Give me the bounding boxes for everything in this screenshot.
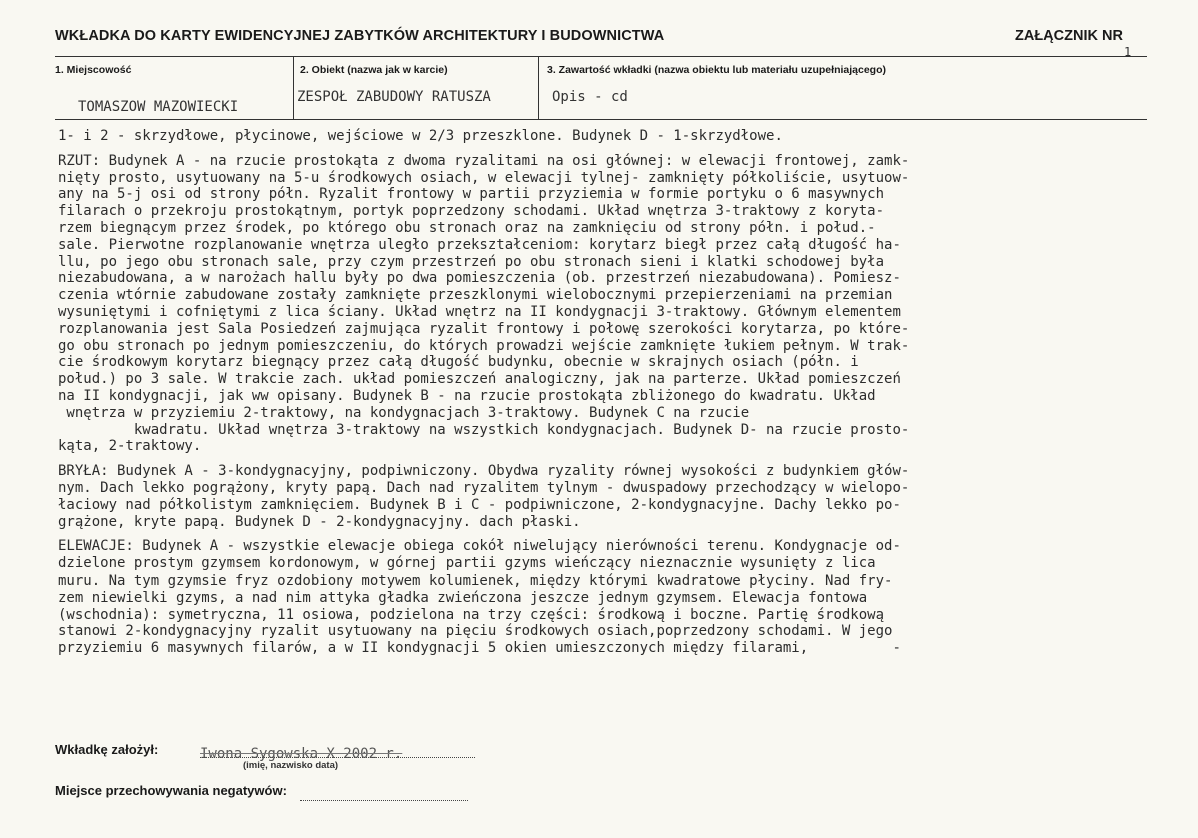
text-line: (wschodnia): symetryczna, 11 osiowa, podzielona na trzy części: środkową i boczne. Partię środkową (58, 606, 885, 623)
author-label: Wkładkę założył: (55, 742, 159, 757)
text-line: sale. Pierwotne rozplanowanie wnętrza uległo przekształceniom: korytarz biegł przez całą długość ha- (58, 236, 901, 253)
intro-paragraph (58, 128, 1148, 145)
text-line: grążone, kryte papą. Budynek D - 2-kondygnacyjny. dach płaski. (58, 513, 581, 530)
locality-value: TOMASZOW MAZOWIECKI (78, 99, 239, 115)
locality-label: 1. Miejscowość (55, 64, 132, 76)
text-line: 1- i 2 - skrzydłowe, płycinowe, wejściowe w 2/3 przeszklone. Budynek D - 1-skrzydłowe. (58, 128, 783, 144)
header-bottom-rule (55, 119, 1147, 120)
floor-plan-paragraph (58, 153, 1148, 455)
text-line: wnętrza w przyziemiu 2-traktowy, na kondygnacjach 3-traktowy. Budynek C na rzucie (58, 404, 750, 421)
negatives-storage-dotted-line (300, 800, 468, 801)
text-line: nięty prosto, usytuowany na 5-u środkowych osiach, w elewacji tylnej- zamknięty półkoliście, usytuow- (58, 169, 910, 186)
text-line: cie środkowym korytarz biegnący przez całą długość budynku, obecnie w skrajnych osiach (półn. i (58, 354, 859, 371)
text-line: na II kondygnacji, jak ww opisany. Budynek B - na rzucie prostokąta zbliżonego do kwadratu. Układ (58, 387, 876, 404)
text-line: kwadratu. Układ wnętrza 3-traktowy na wszystkich kondygnacjach. Budynek D- na rzucie prosto- (58, 421, 910, 438)
text-line: nym. Dach lekko pogrążony, kryty papą. Dach nad ryzalitem tylnym - dwuspadowy przechodzący w wielopo- (58, 479, 910, 496)
text-line: połud.) po 3 sale. W trakcie zach. układ pomieszczeń analogiczny, jak na parterze. Układ pomieszczeń (58, 371, 901, 388)
elevations-paragraph-continued (58, 572, 1148, 656)
header-divider-1 (293, 56, 294, 119)
text-line: ELEWACJE: Budynek A - wszystkie elewacje obiega cokół niwelujący nierówności terenu. Kondygnacje od- (58, 538, 901, 555)
description-text (58, 128, 1148, 656)
text-line: łaciowy nad półkolistym zamknięciem. Budynek B i C - podpiwniczone, 2-kondygnacyjne. Dachy lekko po- (58, 496, 901, 513)
content-label: 3. Zawartość wkładki (nazwa obiektu lub materiału uzupełniającego) (547, 64, 886, 76)
header-divider-2 (538, 56, 539, 119)
text-line: przyziemiu 6 masywnych filarów, a w II kondygnacji 5 okien umieszczonych między filarami, - (58, 640, 901, 657)
text-line: stanowi 2-kondygnacyjny ryzalit usytuowany na pięciu środkowych osiach,poprzedzony schodami. W jego (58, 623, 893, 640)
text-line: rzem biegnącym przez środek, po którego obu stronach oraz na zamknięciu od strony półn. i połud.- (58, 219, 876, 236)
elevations-paragraph (58, 538, 1148, 572)
object-label: 2. Obiekt (nazwa jak w karcie) (300, 64, 448, 76)
text-line: rozplanowania jest Sala Posiedzeń zajmująca ryzalit frontowy i połowę szerokości korytarza, po które- (58, 320, 910, 337)
text-line: filarach o przekroju prostokątnym, portyk poprzedzony schodami. Układ wnętrza 3-traktowy z koryta- (58, 203, 885, 220)
text-line: kąta, 2-traktowy. (58, 438, 202, 455)
text-line: BRYŁA: Budynek A - 3-kondygnacyjny, podpiwniczony. Obydwa ryzality równej wysokości z budynkiem głów- (58, 463, 910, 480)
form-title: WKŁADKA DO KARTY EWIDENCYJNEJ ZABYTKÓW ARCHITEKTURY I BUDOWNICTWA (55, 28, 665, 44)
author-caption: (imię, nazwisko data) (243, 760, 339, 771)
author-value: Iwona Sygowska X 2002 r. (200, 746, 403, 762)
text-line: RZUT: Budynek A - na rzucie prostokąta z dwoma ryzalitami na osi głównej: w elewacji frontowej, zamk- (58, 152, 910, 169)
text-line: go obu stronach po jednym pomieszczeniu, do których prowadzi wejście zamknięte łukiem pełnym. W trak- (58, 337, 910, 354)
text-line: wysuniętymi i cofniętymi z lica ściany. Układ wnętrz na II kondygnacji 3-traktowy. Głównym elementem (58, 303, 901, 320)
header-top-rule (55, 56, 1147, 57)
text-line: dzielone prostym gzymsem kordonowym, w górnej partii gzyms wieńczący nieznacznie wysunięty z lica (58, 555, 876, 572)
annex-number: 1 (1124, 45, 1132, 59)
text-line: any na 5-j osi od strony półn. Ryzalit frontowy w partii przyziemia w formie portyku o 6 masywnych (58, 186, 885, 203)
annex-label: ZAŁĄCZNIK NR (1015, 28, 1123, 44)
author-dotted-line (200, 757, 475, 758)
negatives-storage-label: Miejsce przechowywania negatywów: (55, 783, 287, 798)
text-line: llu, po jego obu stronach sale, przy czym przestrzeń po obu stronach sieni i klatki schodowej była (58, 253, 885, 270)
text-line: czenia wtórnie zabudowane zostały zamknięte przeszklonymi wielobocznymi przepierzeniami na przemian (58, 287, 893, 304)
text-line: zem niewielki gzyms, a nad nim attyka gładka zwieńczona jeszcze jednym gzymsem. Elewacja fontowa (58, 589, 868, 606)
object-value: ZESPOŁ ZABUDOWY RATUSZA (297, 89, 491, 105)
text-line: muru. Na tym gzymsie fryz ozdobiony motywem kolumienek, między którymi kwadratowe płyciny. Nad fry- (58, 572, 893, 589)
building-mass-paragraph (58, 463, 1148, 530)
content-value: Opis - cd (552, 89, 628, 105)
text-line: niezabudowana, a w narożach hallu były po dwa pomieszczenia (ob. przestrzeń niezabudowana). Pomiesz- (58, 270, 901, 287)
